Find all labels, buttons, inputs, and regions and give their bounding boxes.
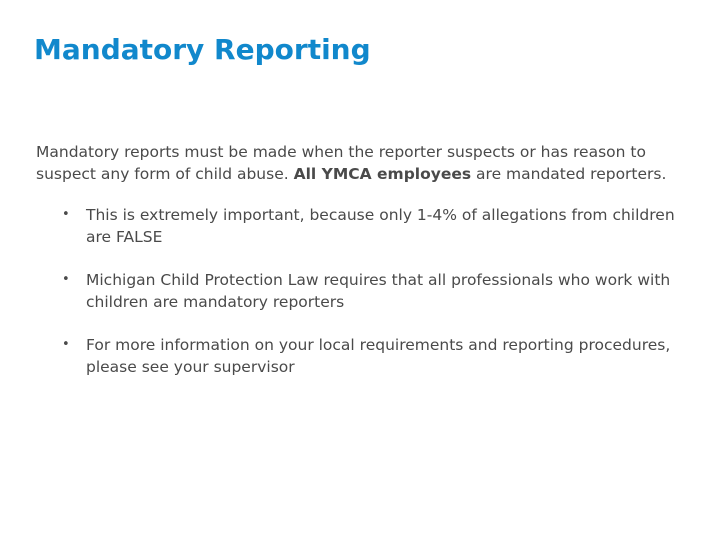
bullet-list <box>36 204 686 378</box>
bullet-text: Michigan Child Protection Law requires that all professionals who work with children are mandatory reporters <box>86 271 671 311</box>
bullet-dot-icon: • <box>62 272 70 287</box>
bullet-item <box>36 204 686 248</box>
intro-text-start: Mandatory reports must be made when the reporter suspects or has reason to suspect any form of child abuse. <box>36 143 646 183</box>
bullet-text: This is extremely important, because only 1-4% of allegations from children are FALSE <box>86 206 675 246</box>
bullet-item <box>36 334 686 378</box>
intro-text-end: are mandated reporters. <box>471 165 667 183</box>
bullet-text: For more information on your local requirements and reporting procedures, please see your supervisor <box>86 336 671 376</box>
bullet-dot-icon: • <box>62 207 70 222</box>
intro-bold-text: All YMCA employees <box>293 165 472 183</box>
slide-title: Mandatory Reporting <box>34 33 371 66</box>
slide-body <box>36 141 686 378</box>
bullet-dot-icon: • <box>62 337 70 352</box>
intro-paragraph <box>36 141 686 185</box>
bullet-item <box>36 269 686 313</box>
